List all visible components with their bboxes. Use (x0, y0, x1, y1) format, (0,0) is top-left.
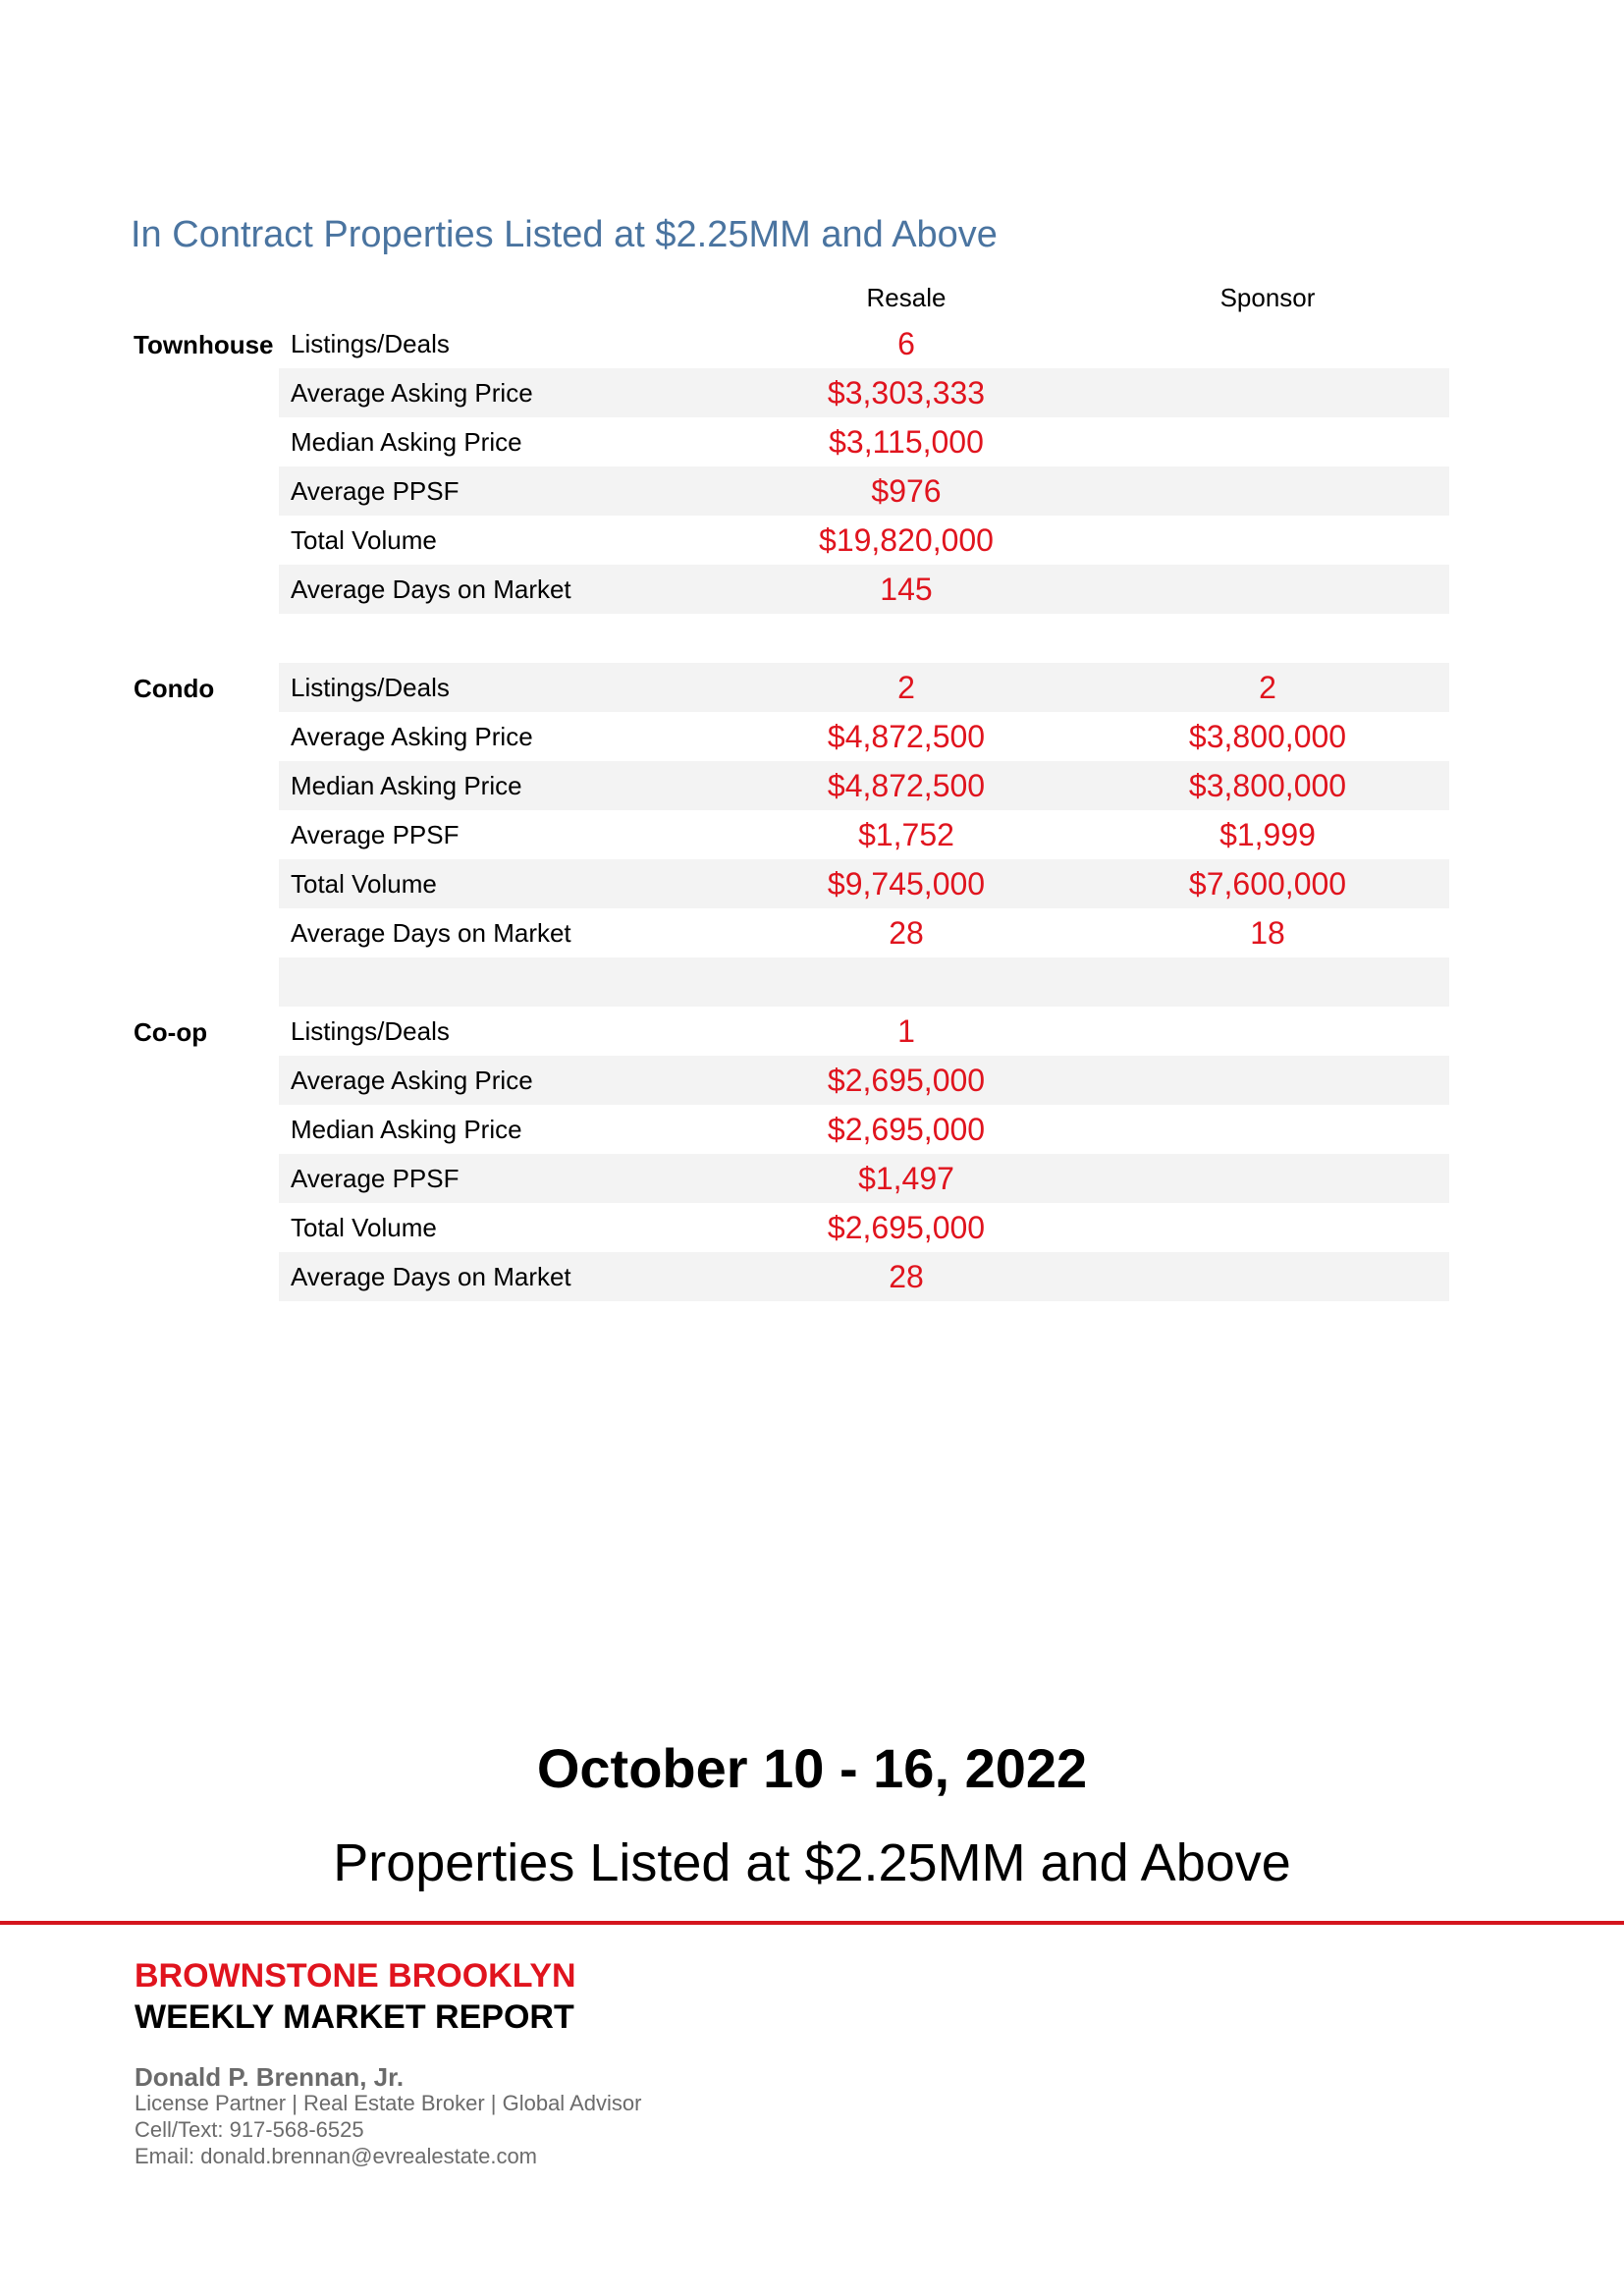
row-label: Total Volume (291, 525, 437, 555)
column-header-resale: Resale (866, 283, 947, 312)
row-label: Listings/Deals (291, 1016, 450, 1046)
row-label: Median Asking Price (291, 427, 522, 457)
resale-value: $1,497 (858, 1161, 954, 1196)
row-label: Average Asking Price (291, 378, 533, 408)
report-subtitle: Properties Listed at $2.25MM and Above (333, 1833, 1291, 1892)
resale-value: $3,303,333 (827, 375, 986, 410)
table-row (279, 466, 1449, 516)
row-label: Average PPSF (291, 476, 460, 506)
table-row (279, 565, 1449, 614)
agent-title: License Partner | Real Estate Broker | Global Advisor (135, 2091, 642, 2115)
sponsor-value: $3,800,000 (1188, 719, 1347, 754)
sponsor-value: $3,800,000 (1188, 768, 1347, 803)
group-label-condo: Condo (134, 674, 215, 703)
table-row (279, 319, 1449, 368)
resale-value: $19,820,000 (819, 522, 994, 558)
resale-value: $2,695,000 (827, 1063, 986, 1098)
spacer-row (279, 957, 1449, 1007)
resale-value: 6 (897, 326, 915, 361)
sponsor-value: 18 (1250, 915, 1285, 951)
table-row (279, 859, 1449, 908)
brand-line-2: WEEKLY MARKET REPORT (135, 1998, 574, 2036)
table-row (279, 1105, 1449, 1154)
resale-value: 2 (897, 670, 915, 705)
row-label: Total Volume (291, 1213, 437, 1242)
resale-value: $2,695,000 (827, 1210, 986, 1245)
row-label: Average Days on Market (291, 918, 571, 948)
footer-divider (0, 1921, 1624, 1925)
row-label: Listings/Deals (291, 673, 450, 702)
row-label: Average PPSF (291, 1164, 460, 1193)
agent-email: Email: donald.brennan@evrealestate.com (135, 2144, 538, 2168)
sponsor-value: $7,600,000 (1188, 866, 1347, 902)
resale-value: 28 (889, 1259, 924, 1294)
row-label: Median Asking Price (291, 1115, 522, 1144)
resale-value: $2,695,000 (827, 1112, 986, 1147)
resale-value: $3,115,000 (829, 424, 984, 460)
table-row (279, 761, 1449, 810)
row-label: Listings/Deals (291, 329, 450, 358)
row-label: Average PPSF (291, 820, 460, 849)
brand-line-1: BROWNSTONE BROOKLYN (135, 1957, 576, 1995)
table-row (279, 1154, 1449, 1203)
row-label: Total Volume (291, 869, 437, 899)
table-row (279, 1252, 1449, 1301)
table-row (279, 712, 1449, 761)
agent-phone: Cell/Text: 917-568-6525 (135, 2117, 364, 2142)
section-title: In Contract Properties Listed at $2.25MM and Above (131, 214, 998, 255)
resale-value: $1,752 (858, 817, 954, 852)
agent-name: Donald P. Brennan, Jr. (135, 2062, 405, 2092)
resale-value: $4,872,500 (827, 768, 986, 803)
table-row (279, 663, 1449, 712)
table-row (279, 1056, 1449, 1105)
column-header-sponsor: Sponsor (1219, 283, 1316, 312)
group-label-coop: Co-op (134, 1017, 208, 1047)
table-row (279, 368, 1449, 417)
resale-value: 28 (889, 915, 924, 951)
table-row (279, 516, 1449, 565)
resale-value: 1 (897, 1013, 915, 1049)
resale-value: $976 (871, 473, 942, 509)
row-label: Average Asking Price (291, 1066, 533, 1095)
sponsor-value: $1,999 (1219, 817, 1316, 852)
table-row (279, 810, 1449, 859)
row-label: Median Asking Price (291, 771, 522, 800)
resale-value: 145 (880, 572, 933, 607)
resale-value: $9,745,000 (827, 866, 986, 902)
row-label: Average Asking Price (291, 722, 533, 751)
row-label: Average Days on Market (291, 1262, 571, 1291)
table-row (279, 1203, 1449, 1252)
table-row (279, 417, 1449, 466)
report-date-range: October 10 - 16, 2022 (536, 1737, 1088, 1799)
group-label-townhouse: Townhouse (134, 330, 274, 359)
resale-value: $4,872,500 (827, 719, 986, 754)
sponsor-value: 2 (1259, 670, 1276, 705)
row-label: Average Days on Market (291, 574, 571, 604)
table-row (279, 1007, 1449, 1056)
table-row (279, 908, 1449, 957)
